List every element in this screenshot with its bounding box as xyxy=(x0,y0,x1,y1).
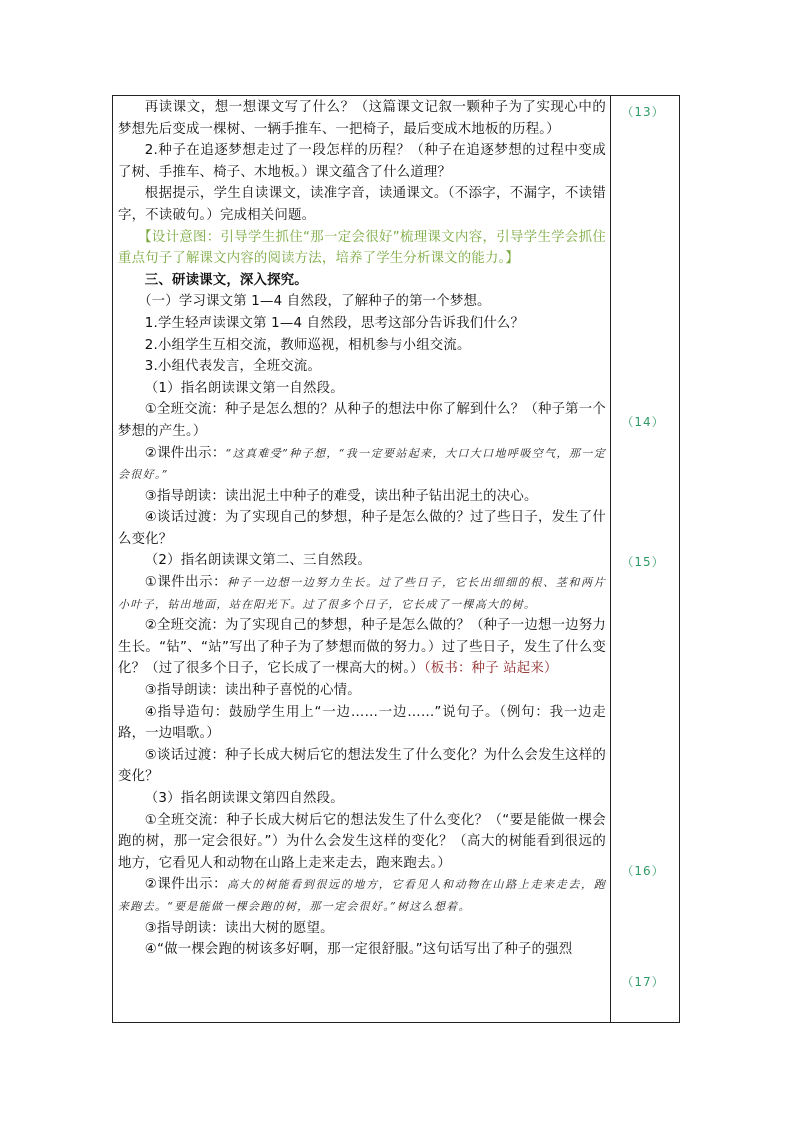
label: ②课件出示： xyxy=(144,877,228,893)
column-divider xyxy=(610,95,611,1023)
section-number-13: （13） xyxy=(621,105,665,119)
paragraph: ⑤谈话过渡：种子长成大树后它的想法发生了什么变化？为什么会发生这样的变化？ xyxy=(118,747,606,785)
paragraph: ③指导朗读：读出泥土中种子的难受，读出种子钻出泥土的决心。 xyxy=(144,488,538,504)
paragraph: （3）指名朗读课文第四自然段。 xyxy=(144,791,344,806)
courseware-quote-3 xyxy=(118,874,606,917)
paragraph: ④指导造句：鼓励学生用上“一边……一边……”说句子。（例句：我一边走路，一边唱歌。） xyxy=(118,704,606,742)
quote-text: 高大的树能看到很远的地方，它看见人和动物在山路上走来走去，跑来跑去。“要是能做一棵会跑的树，那一定会很好。”树这么想着。 xyxy=(118,878,606,913)
label: ②课件出示： xyxy=(144,445,226,461)
lesson-content xyxy=(118,97,606,961)
paragraph: ④“做一棵会跑的树该多好啊，那一定很舒服。”这句话写出了种子的强烈 xyxy=(144,942,573,958)
section-number-15: （15） xyxy=(621,555,665,569)
paragraph: （2）指名朗读课文第二、三自然段。 xyxy=(144,553,371,569)
quote-text: 种子一边想一边努力生长。过了些日子，它长出细细的根、茎和两片小叶子，钻出地面，站在阳光下。过了很多个日子，它长成了一棵高大的树。 xyxy=(118,576,606,611)
paragraph: 根据提示，学生自读课文，读准字音，读通课文。（不添字，不漏字，不读错字，不读破句。）完成相关问题。 xyxy=(118,186,606,223)
text: ②全班交流：为了实现自己的梦想，种子是怎么做的？（种子一边想一边努力生长。“钻”、“站”写出了种子为了梦想而做的努力。）过了些日子，发生了什么变化？（过了很多个日子，它长成了一棵高大的树。） xyxy=(118,618,606,677)
quote-text: “这真难受”种子想，“我一定要站起来，大口大口地呼吸空气，那一定会很好。” xyxy=(118,446,606,482)
paragraph xyxy=(118,615,606,680)
section-number-14: （14） xyxy=(621,415,665,429)
section-number-16: （16） xyxy=(621,864,665,878)
paragraph: ①全班交流：种子长成大树后它的想法发生了什么变化？（“要是能做一棵会跑的树，那一定会很好。”）为什么会发生这样的变化？（高大的树能看到很远的地方，它看见人和动物在山路上走来走去，跑来跑去。） xyxy=(118,812,606,871)
section-number-17: （17） xyxy=(621,975,665,989)
paragraph: （1）指名朗读课文第一自然段。 xyxy=(144,380,344,396)
subsection-title: （一）学习课文第 1—4 自然段，了解种子的第一个梦想。 xyxy=(138,294,491,310)
paragraph: 2.小组学生互相交流，教师巡视，相机参与小组交流。 xyxy=(144,337,471,353)
paragraph: ④谈话过渡：为了实现自己的梦想，种子是怎么做的？过了些日子，发生了什么变化？ xyxy=(118,510,606,547)
section-title: 三、研读课文，深入探究。 xyxy=(144,272,308,288)
paragraph: ③指导朗读：读出大树的愿望。 xyxy=(144,920,334,936)
courseware-quote-2 xyxy=(118,572,606,615)
paragraph: 再读课文，想一想课文写了什么？（这篇课文记叙一颗种子为了实现心中的梦想先后变成一棵树、一辆手推车、一把椅子，最后变成木地板的历程。） xyxy=(118,100,606,137)
courseware-quote-1 xyxy=(118,443,606,486)
paragraph: 2.种子在追逐梦想走过了一段怎样的历程？（种子在追逐梦想的过程中变成了树、手推车、椅子、木地板。）课文蕴含了什么道理？ xyxy=(118,143,606,180)
paragraph: ①全班交流：种子是怎么想的？从种子的想法中你了解到什么？（种子第一个梦想的产生。） xyxy=(118,402,606,439)
design-intent: 【设计意图：引导学生抓住“那一定会很好”梳理课文内容，引导学生学会抓住重点句子了解课文内容的阅读方法，培养了学生分析课文的能力。】 xyxy=(118,229,606,267)
board-note: （板书：种子 站起来） xyxy=(423,661,558,677)
label: ①课件出示： xyxy=(144,575,228,591)
paragraph: 3.小组代表发言，全班交流。 xyxy=(144,359,322,375)
paragraph: ③指导朗读：读出种子喜悦的心情。 xyxy=(144,683,361,699)
paragraph: 1.学生轻声读课文第 1—4 自然段，思考这部分告诉我们什么？ xyxy=(144,315,525,331)
